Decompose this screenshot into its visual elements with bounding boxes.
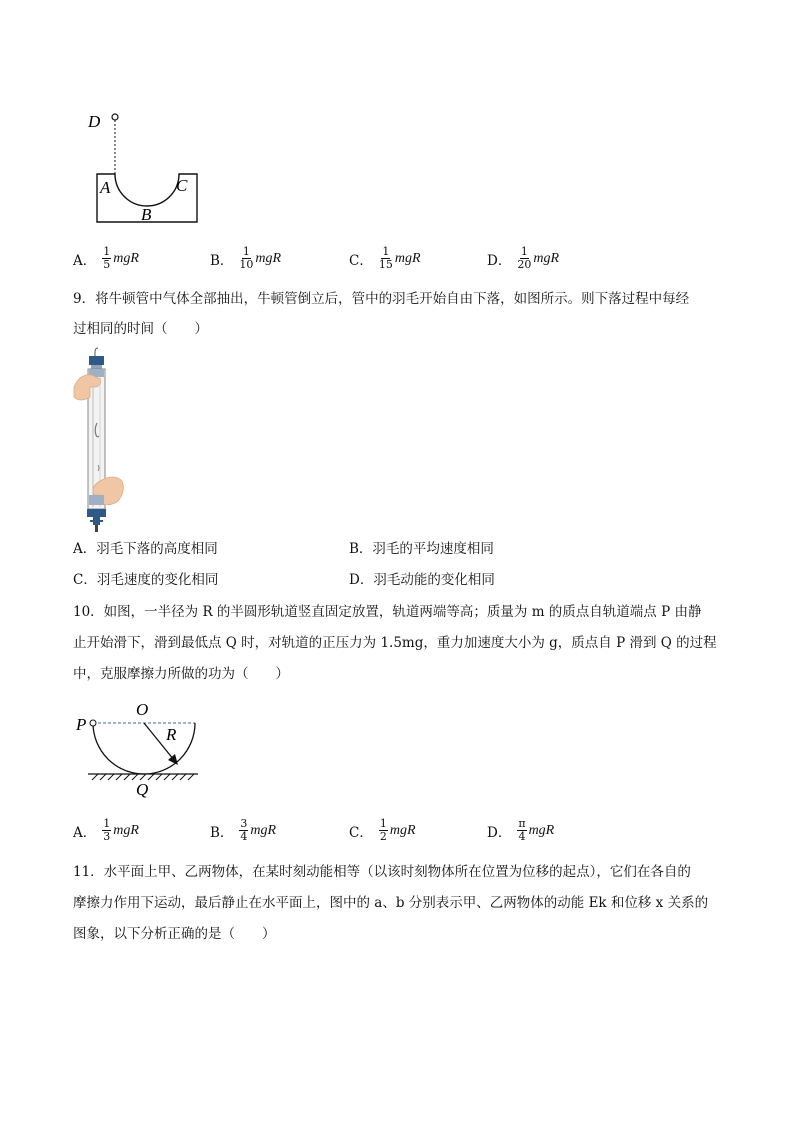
q10-option-a-fraction: $\frac{1}{3}$ — [103, 817, 111, 843]
q8-option-c-expr: mgR — [394, 250, 421, 266]
q10-option-a-expr: mgR — [113, 822, 139, 838]
q9-option-a[interactable]: A．羽毛下落的高度相同 — [73, 541, 218, 557]
q8-option-d-fraction: $\frac{1}{20}$ — [517, 245, 532, 271]
q10-option-d[interactable] — [487, 818, 554, 843]
tube-nozzle — [95, 525, 98, 532]
q8-option-b-fraction: $\frac{1}{10}$ — [239, 245, 254, 271]
q9-option-c[interactable]: C．羽毛速度的变化相同 — [73, 572, 219, 588]
q10-figure — [70, 694, 210, 804]
q10-stem-line-1: 10．如图，一半径为 R 的半圆形轨道竖直固定放置，轨道两端等高；质量为 m 的质点自轨道端点 P 由静 — [73, 604, 702, 620]
point-d-marker — [112, 114, 118, 120]
q10-option-c-fraction: $\frac{1}{2}$ — [379, 817, 387, 843]
radius-arrowhead — [168, 754, 178, 765]
q8-option-a-expr: mgR — [113, 250, 139, 266]
q8-option-a[interactable] — [73, 246, 139, 271]
q10-option-c-expr: mgR — [389, 822, 416, 838]
q11-stem-line-1: 11．水平面上甲、乙两物体，在某时刻动能相等（以该时刻物体所在位置为位移的起点），它们在各自的 — [73, 864, 691, 880]
q11-stem-line-2: 摩擦力作用下运动，最后静止在水平面上，图中的 a、b 分别表示甲、乙两物体的动能 Ek 和位移 x 关系的 — [73, 895, 709, 911]
q10-option-a-letter: A． — [73, 824, 97, 841]
q10-option-b-letter: B． — [210, 824, 234, 841]
q11-stem-line-3: 图象，以下分析正确的是（ ） — [73, 926, 276, 942]
q10-option-d-letter: D． — [487, 824, 512, 841]
q8-option-c[interactable] — [349, 246, 421, 271]
tube-top-hook — [95, 348, 98, 356]
label-a: A — [100, 178, 111, 197]
newton-tube-figure — [70, 345, 130, 535]
tube-bottom-cap — [87, 509, 106, 517]
label-p: P — [76, 715, 87, 734]
q8-option-b-expr: mgR — [255, 250, 282, 266]
q9-option-d[interactable]: D．羽毛动能的变化相同 — [349, 572, 495, 588]
tube-lower-stopper — [89, 495, 104, 505]
label-q: Q — [136, 780, 149, 799]
q8-option-d-expr: mgR — [533, 250, 559, 266]
q8-option-d[interactable] — [487, 246, 559, 271]
q9-stem-line-1: 9．将牛顿管中气体全部抽出，牛顿管倒立后，管中的羽毛开始自由下落，如图所示。则下落过程中每经 — [73, 291, 690, 307]
q8-option-c-letter: C． — [349, 252, 373, 269]
q10-stem-line-2: 止开始滑下，滑到最低点 Q 时，对轨道的正压力为 1.5mg，重力加速度大小为 g，质点自 P 滑到 Q 的过程 — [73, 635, 717, 651]
label-b: B — [141, 205, 152, 224]
q10-option-b-expr: mgR — [250, 822, 277, 838]
q8-option-b-letter: B． — [210, 252, 234, 269]
q8-option-c-fraction: $\frac{1}{15}$ — [378, 245, 393, 271]
label-r: R — [166, 725, 177, 744]
semicircle-track — [93, 723, 195, 774]
q10-option-c-letter: C． — [349, 824, 373, 841]
q8-option-a-letter: A． — [73, 252, 97, 269]
q8-option-b[interactable] — [210, 246, 281, 271]
tube-top-cap — [89, 356, 104, 365]
q10-option-d-fraction: $\frac{\pi}{4}$ — [518, 817, 526, 843]
q10-option-b[interactable] — [210, 818, 276, 843]
q10-stem-line-3: 中，克服摩擦力所做的功为（ ） — [73, 666, 289, 682]
q10-option-b-fraction: $\frac{3}{4}$ — [240, 817, 248, 843]
label-d: D — [88, 112, 101, 131]
point-p-marker — [90, 720, 96, 726]
q8-option-d-letter: D． — [487, 252, 512, 269]
q10-option-c[interactable] — [349, 818, 416, 843]
label-c: C — [176, 176, 188, 195]
q8-option-a-fraction: $\frac{1}{5}$ — [103, 245, 111, 271]
q10-option-a[interactable] — [73, 818, 139, 843]
label-o: O — [136, 700, 149, 719]
q10-option-d-expr: mgR — [528, 822, 555, 838]
q9-option-b[interactable]: B．羽毛的平均速度相同 — [349, 541, 494, 557]
q9-stem-line-2: 过相同的时间（ ） — [73, 321, 208, 337]
q8-figure — [80, 104, 210, 228]
